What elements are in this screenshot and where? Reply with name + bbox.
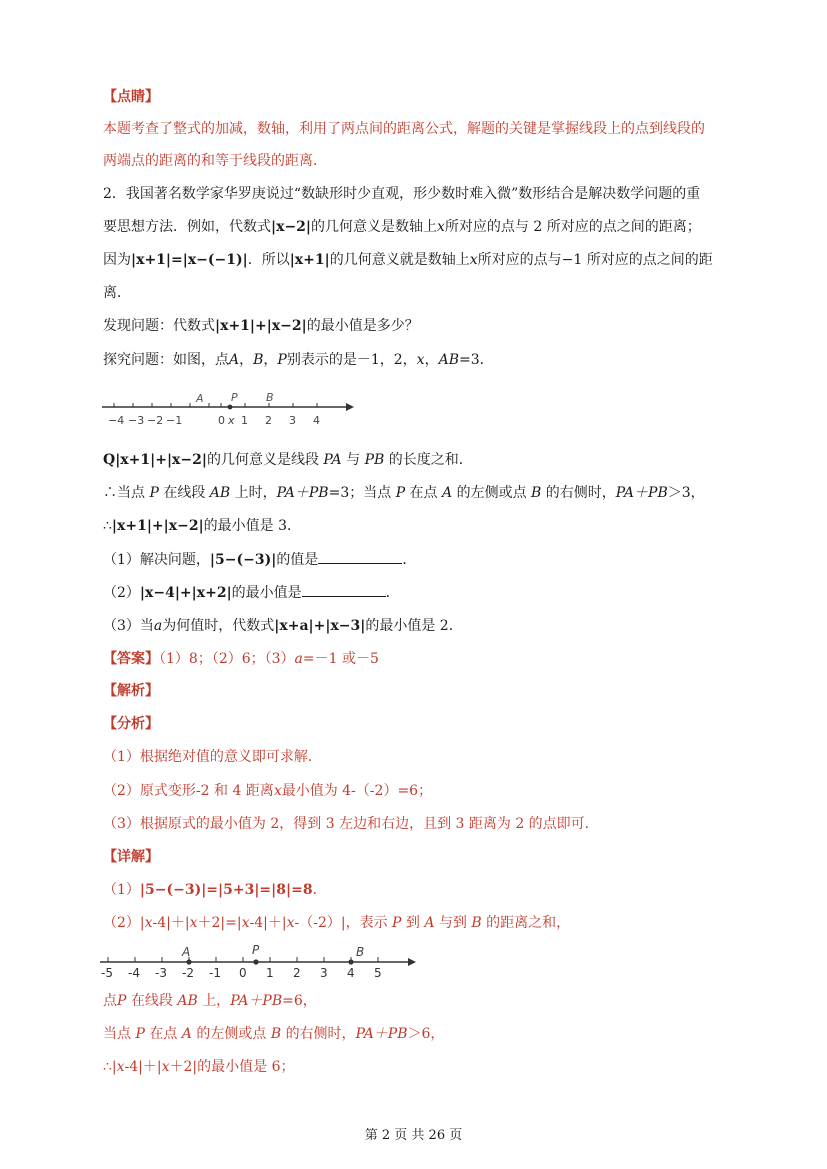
tick-label: 3	[320, 966, 328, 980]
problem-intro-4: 离．	[103, 285, 131, 301]
point-p-dot	[228, 405, 233, 410]
dianjing-heading: 【点睛】	[103, 89, 159, 105]
number-line-1	[100, 386, 360, 432]
problem-intro-1: 2．我国著名数学家华罗庚说过“数缺形时少直观，形少数时难入微”数形结合是解决数学问题的重	[103, 186, 701, 202]
tick-label: −3	[128, 414, 145, 427]
tick-label: -5	[101, 966, 113, 980]
tick-label: x	[228, 414, 235, 427]
xiangjie-heading: 【详解】	[103, 849, 159, 865]
jiexi-heading: 【解析】	[103, 683, 159, 699]
point-p-dot	[253, 959, 258, 964]
point-p-label: P	[252, 943, 260, 957]
explore-question: 探究问题：如图，点A，B，P别表示的是－1，2，x，AB=3．	[103, 352, 494, 368]
xiangjie-line-3: 点P 在线段 AB 上，PA＋PB=6，	[103, 993, 317, 1009]
dianjing-line-2: 两端点的距离的和等于线段的距离．	[103, 153, 327, 169]
point-a-label: A	[182, 945, 191, 959]
tick-label: −2	[147, 414, 164, 427]
point-b-label: B	[356, 945, 365, 959]
tick-label: -3	[155, 966, 167, 980]
question-1: （1）解决问题，|5−(−3)|的值是 ．	[103, 549, 416, 570]
tick-label: 4	[347, 966, 355, 980]
question-2: （2）|x−4|+|x+2|的最小值是 ．	[103, 582, 400, 603]
tick-label: 4	[313, 414, 320, 427]
tick-label: 5	[374, 966, 382, 980]
problem-intro-2: 要思想方法．例如，代数式|x−2|的几何意义是数轴上x所对应的点与 2 所对应的点之间的距离；	[103, 219, 701, 235]
tick-label: −1	[166, 414, 183, 427]
tick-label: −4	[108, 414, 125, 427]
tick-label: 1	[266, 966, 274, 980]
point-p-label: P	[231, 391, 238, 404]
question-3: （3）当a为何值时，代数式|x+a|+|x−3|的最小值是 2．	[103, 618, 463, 634]
answer-blank-2[interactable]	[302, 582, 386, 597]
page-footer: 第 2 页 共 26 页	[364, 1128, 463, 1143]
point-b-label: B	[266, 391, 274, 404]
tick-label: 2	[293, 966, 301, 980]
tick-label: -1	[209, 966, 221, 980]
xiangjie-line-4: 当点 P 在点 A 的左侧或点 B 的右侧时，PA＋PB＞6，	[103, 1026, 445, 1042]
problem-intro-3: 因为|x+1|=|x−(−1)|．所以|x+1|的几何意义就是数轴上x所对应的点与−1 所对应的点之间的距	[103, 252, 713, 268]
answer-blank-1[interactable]	[318, 549, 402, 564]
tick-label: -2	[182, 966, 194, 980]
fenxi-line-1: （1）根据绝对值的意义即可求解．	[103, 749, 322, 765]
tick-label: 2	[265, 414, 272, 427]
case-line: ∴当点 P 在线段 AB 上时，PA＋PB=3；当点 P 在点 A 的左侧或点 B 的右侧时，PA＋PB＞3，	[103, 485, 705, 501]
xiangjie-line-5: ∴|x-4|＋|x＋2|的最小值是 6；	[103, 1059, 295, 1075]
tick-label: 3	[289, 414, 296, 427]
xiangjie-line-2: （2）|x-4|＋|x＋2|=|x-4|＋|x-（-2）|，表示 P 到 A 与到 B 的距离之和，	[103, 915, 571, 931]
tick-label: 1	[241, 414, 248, 427]
fenxi-line-3: （3）根据原式的最小值为 2，得到 3 左边和右边，且到 3 距离为 2 的点即可．	[103, 816, 599, 832]
fenxi-heading: 【分析】	[103, 716, 159, 732]
number-line-2	[96, 940, 426, 980]
point-a-label: A	[196, 392, 204, 405]
discover-question: 发现问题：代数式|x+1|+|x−2|的最小值是多少？	[103, 318, 419, 334]
tick-label: 0	[239, 966, 247, 980]
answer-line: 【答案】（1）8；（2）6；（3）a=－1 或－5	[103, 651, 379, 667]
point-a-dot	[186, 959, 191, 964]
dianjing-line-1: 本题考查了整式的加减，数轴，利用了两点间的距离公式，解题的关键是掌握线段上的点到线段的	[103, 121, 705, 137]
fenxi-line-2: （2）原式变形-2 和 4 距离x最小值为 4-（-2）=6；	[103, 783, 433, 799]
min-line: ∴|x+1|+|x−2|的最小值是 3．	[103, 518, 302, 534]
tick-label: -4	[128, 966, 140, 980]
point-b-dot	[348, 959, 353, 964]
q-line: Q|x+1|+|x−2|的几何意义是线段 PA 与 PB 的长度之和．	[103, 452, 473, 468]
xiangjie-line-1: （1）|5−(−3)|=|5+3|=|8|=8．	[103, 882, 327, 898]
tick-label: 0	[218, 414, 225, 427]
